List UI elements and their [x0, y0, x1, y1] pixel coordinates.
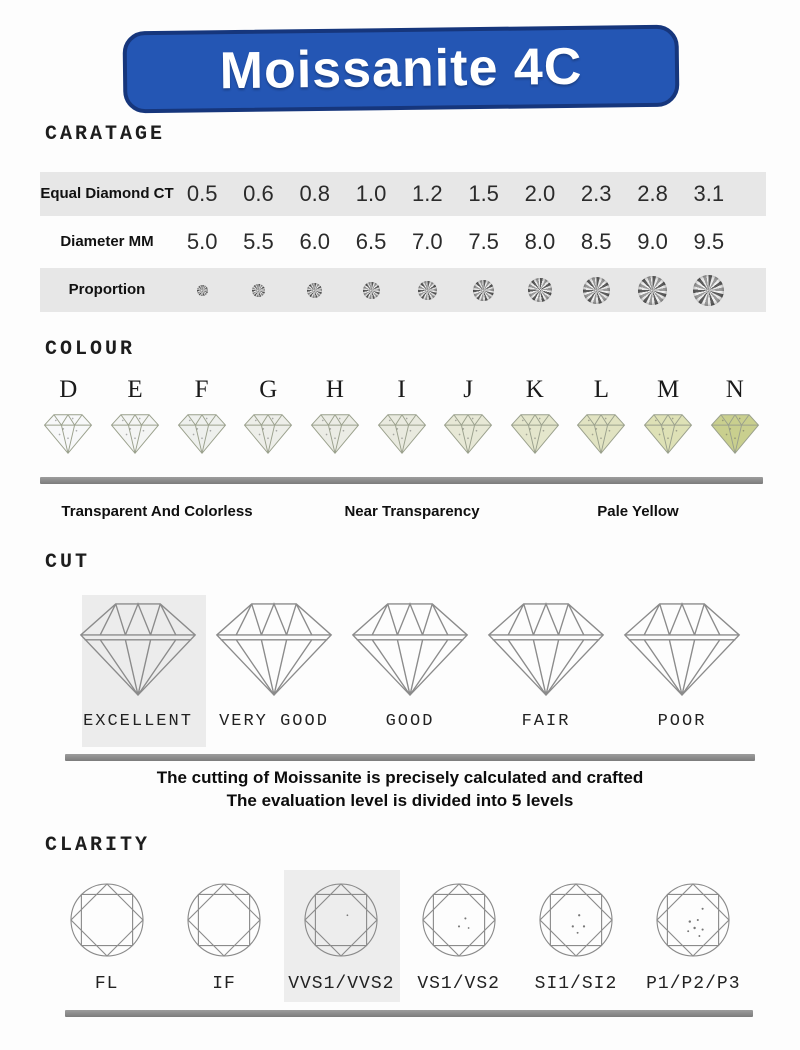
diameter-value: 8.5: [580, 229, 612, 254]
cut-grade-label: FAIR: [521, 712, 571, 731]
cut-grade-poor: [614, 598, 750, 731]
proportion-diamond-icon: [252, 284, 265, 297]
row-label-carat: Equal Diamond CT: [40, 185, 174, 203]
carat-value: 1.5: [468, 181, 499, 206]
colour-grade-letter: M: [656, 376, 680, 403]
clarity-grade-si: [517, 880, 634, 994]
colour-grade-letter: G: [259, 376, 278, 403]
colour-diamond-icon: [437, 410, 499, 459]
table-row-proportion: [40, 268, 766, 312]
colour-grade-letter: E: [127, 376, 143, 403]
clarity-stone-icon: [67, 880, 147, 960]
colour-grade-letter: H: [325, 376, 344, 403]
carat-value: 0.5: [186, 181, 218, 206]
cut-grade-label: EXCELLENT: [83, 712, 193, 731]
clarity-grade-label: IF: [212, 974, 236, 994]
clarity-grade-if: [165, 880, 282, 994]
colour-diamond-icon: [570, 410, 632, 459]
cut-grade-row: [70, 598, 750, 731]
cut-grade-good: [342, 598, 478, 731]
page-title: Moissanite 4C: [219, 37, 583, 101]
colour-diamond-icon: [704, 410, 766, 459]
diameter-value: 6.5: [355, 229, 387, 254]
cut-note-line1: The cutting of Moissanite is precisely calculated and crafted: [156, 768, 644, 787]
clarity-grade-p: [635, 880, 752, 994]
diameter-value: 7.5: [468, 229, 499, 254]
colour-scale-label: Near Transparency: [344, 503, 480, 520]
diameter-value: 9.0: [637, 229, 668, 254]
colour-gem-row: [35, 410, 768, 459]
cut-diamond-icon: [619, 598, 745, 700]
diameter-values: [174, 229, 737, 255]
carat-value: 3.1: [693, 181, 725, 206]
clarity-grade-label: FL: [94, 974, 119, 994]
colour-diamond-icon: [504, 410, 566, 459]
proportion-diamond-icon: [363, 282, 380, 299]
proportion-diamond-icon: [638, 276, 667, 305]
cut-divider-bar: [65, 754, 755, 761]
diameter-value: 5.0: [186, 229, 218, 254]
header-banner: [123, 25, 680, 114]
table-row-carat: [40, 172, 766, 216]
colour-diamond-icon: [104, 410, 166, 459]
diameter-value: 7.0: [412, 229, 443, 254]
carat-value: 1.0: [355, 181, 387, 206]
colour-diamond-icon: [637, 410, 699, 459]
clarity-divider-bar: [65, 1010, 753, 1017]
colour-scale-bar: [40, 477, 763, 484]
carat-value: 2.8: [637, 181, 668, 206]
colour-grade-letter: I: [397, 376, 406, 403]
colour-heading: COLOUR: [45, 338, 136, 361]
proportion-diamond-icon: [473, 280, 494, 301]
cut-grade-very-good: [206, 598, 342, 731]
diameter-value: 5.5: [243, 229, 274, 254]
table-row-diameter: [40, 220, 766, 264]
carat-value: 2.3: [580, 181, 612, 206]
cut-note-line2: The evaluation level is divided into 5 levels: [226, 791, 574, 810]
clarity-stone-icon: [536, 880, 616, 960]
row-label-diameter: Diameter MM: [60, 233, 154, 251]
clarity-grade-label: VVS1/VVS2: [288, 974, 395, 994]
colour-grade-letter: K: [525, 376, 544, 403]
clarity-heading: CLARITY: [45, 834, 151, 857]
cut-diamond-icon: [347, 598, 473, 700]
diameter-value: 9.5: [693, 229, 725, 254]
colour-diamond-icon: [304, 410, 366, 459]
clarity-grade-label: VS1/VS2: [417, 974, 500, 994]
cut-diamond-icon: [483, 598, 609, 700]
clarity-grade-label: SI1/SI2: [534, 974, 618, 994]
cut-grade-label: GOOD: [385, 712, 435, 731]
clarity-grade-vs: [400, 880, 517, 994]
clarity-grade-row: [48, 880, 752, 994]
carat-value: 1.2: [412, 181, 443, 206]
colour-diamond-icon: [171, 410, 233, 459]
proportion-diamond-icon: [418, 281, 437, 300]
proportion-diamond-icon: [583, 277, 610, 304]
proportion-diamond-icon: [197, 285, 208, 296]
carat-value: 0.6: [243, 181, 274, 206]
cut-diamond-icon: [75, 598, 201, 700]
colour-scale-label: Pale Yellow: [597, 503, 679, 520]
proportion-diamond-icon: [307, 283, 322, 298]
proportion-diamond-icon: [528, 278, 552, 302]
diameter-value: 6.0: [299, 229, 331, 254]
clarity-grade-vvs: [283, 880, 400, 994]
clarity-grade-label: P1/P2/P3: [646, 974, 741, 994]
proportion-gems: [174, 275, 737, 306]
cut-grade-fair: [478, 598, 614, 731]
colour-diamond-icon: [371, 410, 433, 459]
proportion-diamond-icon: [693, 275, 724, 306]
carat-value: 0.8: [299, 181, 331, 206]
colour-grade-letter: D: [59, 376, 78, 403]
carat-value: 2.0: [524, 181, 556, 206]
cut-grade-label: VERY GOOD: [219, 712, 329, 731]
cut-grade-label: POOR: [657, 712, 707, 731]
colour-grade-letters: [35, 376, 768, 404]
cut-heading: CUT: [45, 551, 91, 574]
clarity-grade-fl: [48, 880, 165, 994]
cut-diamond-icon: [211, 598, 337, 700]
colour-scale-label: Transparent And Colorless: [61, 503, 253, 520]
colour-diamond-icon: [237, 410, 299, 459]
caratage-heading: CARATAGE: [45, 123, 166, 146]
colour-grade-letter: L: [593, 376, 610, 403]
clarity-stone-icon: [301, 880, 381, 960]
cut-grade-excellent: [70, 598, 206, 731]
clarity-stone-icon: [419, 880, 499, 960]
colour-diamond-icon: [37, 410, 99, 459]
diameter-value: 8.0: [524, 229, 556, 254]
colour-grade-letter: N: [725, 376, 744, 403]
carat-values: [174, 181, 737, 207]
colour-grade-letter: F: [194, 376, 209, 403]
colour-grade-letter: J: [463, 376, 474, 403]
clarity-stone-icon: [653, 880, 733, 960]
clarity-stone-icon: [184, 880, 264, 960]
row-label-proportion: Proportion: [68, 281, 146, 299]
